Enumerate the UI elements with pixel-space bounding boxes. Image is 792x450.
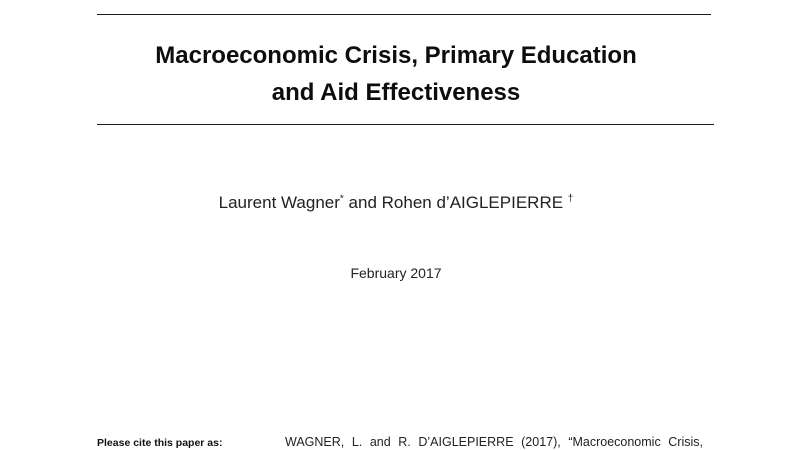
title-line-1: Macroeconomic Crisis, Primary Education [155,42,637,69]
citation-word: Crisis, [668,435,703,449]
citation-word: (2017), [521,435,561,449]
citation-word: D’AIGLEPIERRE [418,435,514,449]
author-1-footnote-mark: * [339,193,344,205]
citation-word: R. [398,435,411,449]
author-line [0,192,792,214]
citation-label: Please cite this paper as: [97,437,223,449]
top-rule [97,14,711,15]
paper-title [0,37,792,111]
title-line-2: and Aid Effectiveness [271,79,521,106]
bottom-rule [97,124,714,125]
citation-word: and [369,435,391,449]
author-2-footnote-mark: † [567,193,574,205]
citation-text [285,434,703,450]
author-conjunction: and [343,193,382,212]
author-1-name: Laurent Wagner [218,193,340,212]
citation-word: “Macroeconomic [568,435,661,449]
publication-date: February 2017 [350,265,442,281]
citation-word: WAGNER, [285,435,345,449]
author-2-name: Rohen d’AIGLEPIERRE [381,193,564,212]
citation-word: L. [351,435,363,449]
